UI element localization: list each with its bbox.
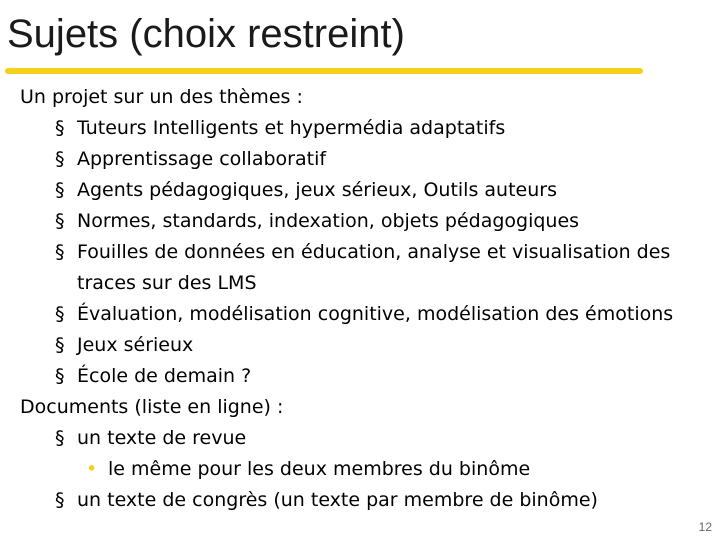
list-item — [0, 175, 720, 206]
list-item — [0, 206, 720, 237]
list-item — [0, 237, 720, 268]
title-underline — [5, 68, 643, 74]
square-bullet-icon: § — [55, 334, 65, 356]
intro-line: Un projet sur un des thèmes : — [20, 86, 303, 108]
list-item-text: Apprentissage collaboratif — [77, 148, 327, 170]
list-item-text: Fouilles de données en éducation, analyse et visualisation des — [77, 241, 671, 263]
list-item — [0, 113, 720, 144]
square-bullet-icon: § — [55, 365, 65, 387]
slide-body — [0, 82, 720, 516]
square-bullet-icon: § — [55, 210, 65, 232]
square-bullet-icon: § — [55, 241, 65, 263]
list-item — [0, 485, 720, 516]
square-bullet-icon: § — [55, 148, 65, 170]
square-bullet-icon: § — [55, 489, 65, 511]
square-bullet-icon: § — [55, 303, 65, 325]
slide-title: Sujets (choix restreint) — [7, 12, 405, 56]
list-item — [0, 144, 720, 175]
list-item-text: Jeux sérieux — [77, 334, 194, 356]
list-item — [0, 361, 720, 392]
list-item — [0, 299, 720, 330]
list-item-continuation: traces sur des LMS — [77, 272, 257, 294]
square-bullet-icon: § — [55, 117, 65, 139]
page-number: 12 — [698, 520, 712, 534]
list-item — [0, 330, 720, 361]
documents-heading: Documents (liste en ligne) : — [20, 396, 284, 418]
square-bullet-icon: § — [55, 427, 65, 449]
round-bullet-icon: • — [86, 458, 98, 480]
list-item-text: Agents pédagogiques, jeux sérieux, Outils auteurs — [77, 179, 557, 201]
list-item — [0, 423, 720, 454]
list-item-text: Normes, standards, indexation, objets pédagogiques — [77, 210, 580, 232]
sub-list-item — [0, 454, 720, 485]
list-item-text: Tuteurs Intelligents et hypermédia adaptatifs — [77, 117, 506, 139]
list-item-text: un texte de congrès (un texte par membre de binôme) — [77, 489, 598, 511]
list-item-text: un texte de revue — [77, 427, 247, 449]
list-item-text: Évaluation, modélisation cognitive, modélisation des émotions — [77, 303, 674, 325]
square-bullet-icon: § — [55, 179, 65, 201]
sub-list-item-text: le même pour les deux membres du binôme — [108, 458, 531, 480]
list-item-text: École de demain ? — [77, 365, 252, 387]
